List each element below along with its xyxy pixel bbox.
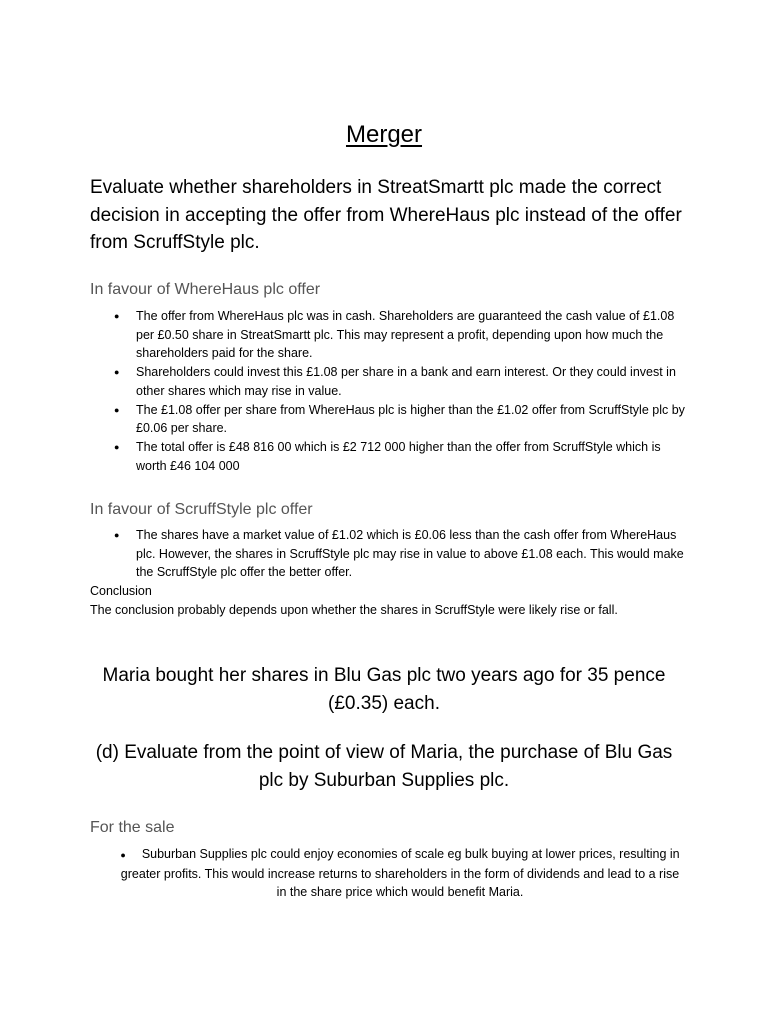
question-text: Evaluate whether shareholders in StreatSmartt plc made the correct decision in accepting the offer from WhereHaus plc instead of the offer from ScruffStyle plc. <box>90 177 682 253</box>
section-heading-scruffstyle: In favour of ScruffStyle plc offer <box>90 501 313 518</box>
conclusion-text: The conclusion probably depends upon whether the shares in ScruffStyle were likely rise or fall. <box>90 603 618 617</box>
maria-intro-text: Maria bought her shares in Blu Gas plc two years ago for 35 pence (£0.35) each. <box>102 665 666 714</box>
for-sale-bullet-list <box>120 845 680 902</box>
list-item: ● Shareholders could invest this £1.08 per share in a bank and earn interest. Or they could invest in other shares which may rise in value. <box>110 363 690 400</box>
list-item: ● The shares have a market value of £1.02 which is £0.06 less than the cash offer from WhereHaus plc. However, the shares in ScruffStyle plc may rise in value to above £1.08 each. This would make the ScruffStyle plc offer the better offer. <box>110 526 690 582</box>
list-item: ● The £1.08 offer per share from WhereHaus plc is higher than the £1.02 offer from ScruffStyle plc by £0.06 per share. <box>110 401 690 438</box>
list-item: ● The offer from WhereHaus plc was in cash. Shareholders are guaranteed the cash value of £1.08 per £0.50 share in StreatSmartt plc. This may represent a profit, depending upon how much the shareholders paid for the share. <box>110 307 690 363</box>
section-heading-wherehaus: In favour of WhereHaus plc offer <box>90 281 321 298</box>
list-item: ● The total offer is £48 816 00 which is £2 712 000 higher than the offer from ScruffStyle which is worth £46 104 000 <box>110 438 690 475</box>
question-d-text: (d) Evaluate from the point of view of Maria, the purchase of Blu Gas plc by Suburban Supplies plc. <box>95 742 673 791</box>
conclusion-label: Conclusion <box>90 584 152 598</box>
page-title: Merger <box>345 121 423 148</box>
scruffstyle-bullet-list <box>110 526 690 582</box>
list-item: ● Suburban Supplies plc could enjoy economies of scale eg bulk buying at lower prices, resulting in greater profits. This would increase returns to shareholders in the form of dividends and lead to a rise in the share price which would benefit Maria. <box>120 845 680 902</box>
wherehaus-bullet-list <box>110 307 690 475</box>
section-heading-for-sale: For the sale <box>90 819 175 836</box>
